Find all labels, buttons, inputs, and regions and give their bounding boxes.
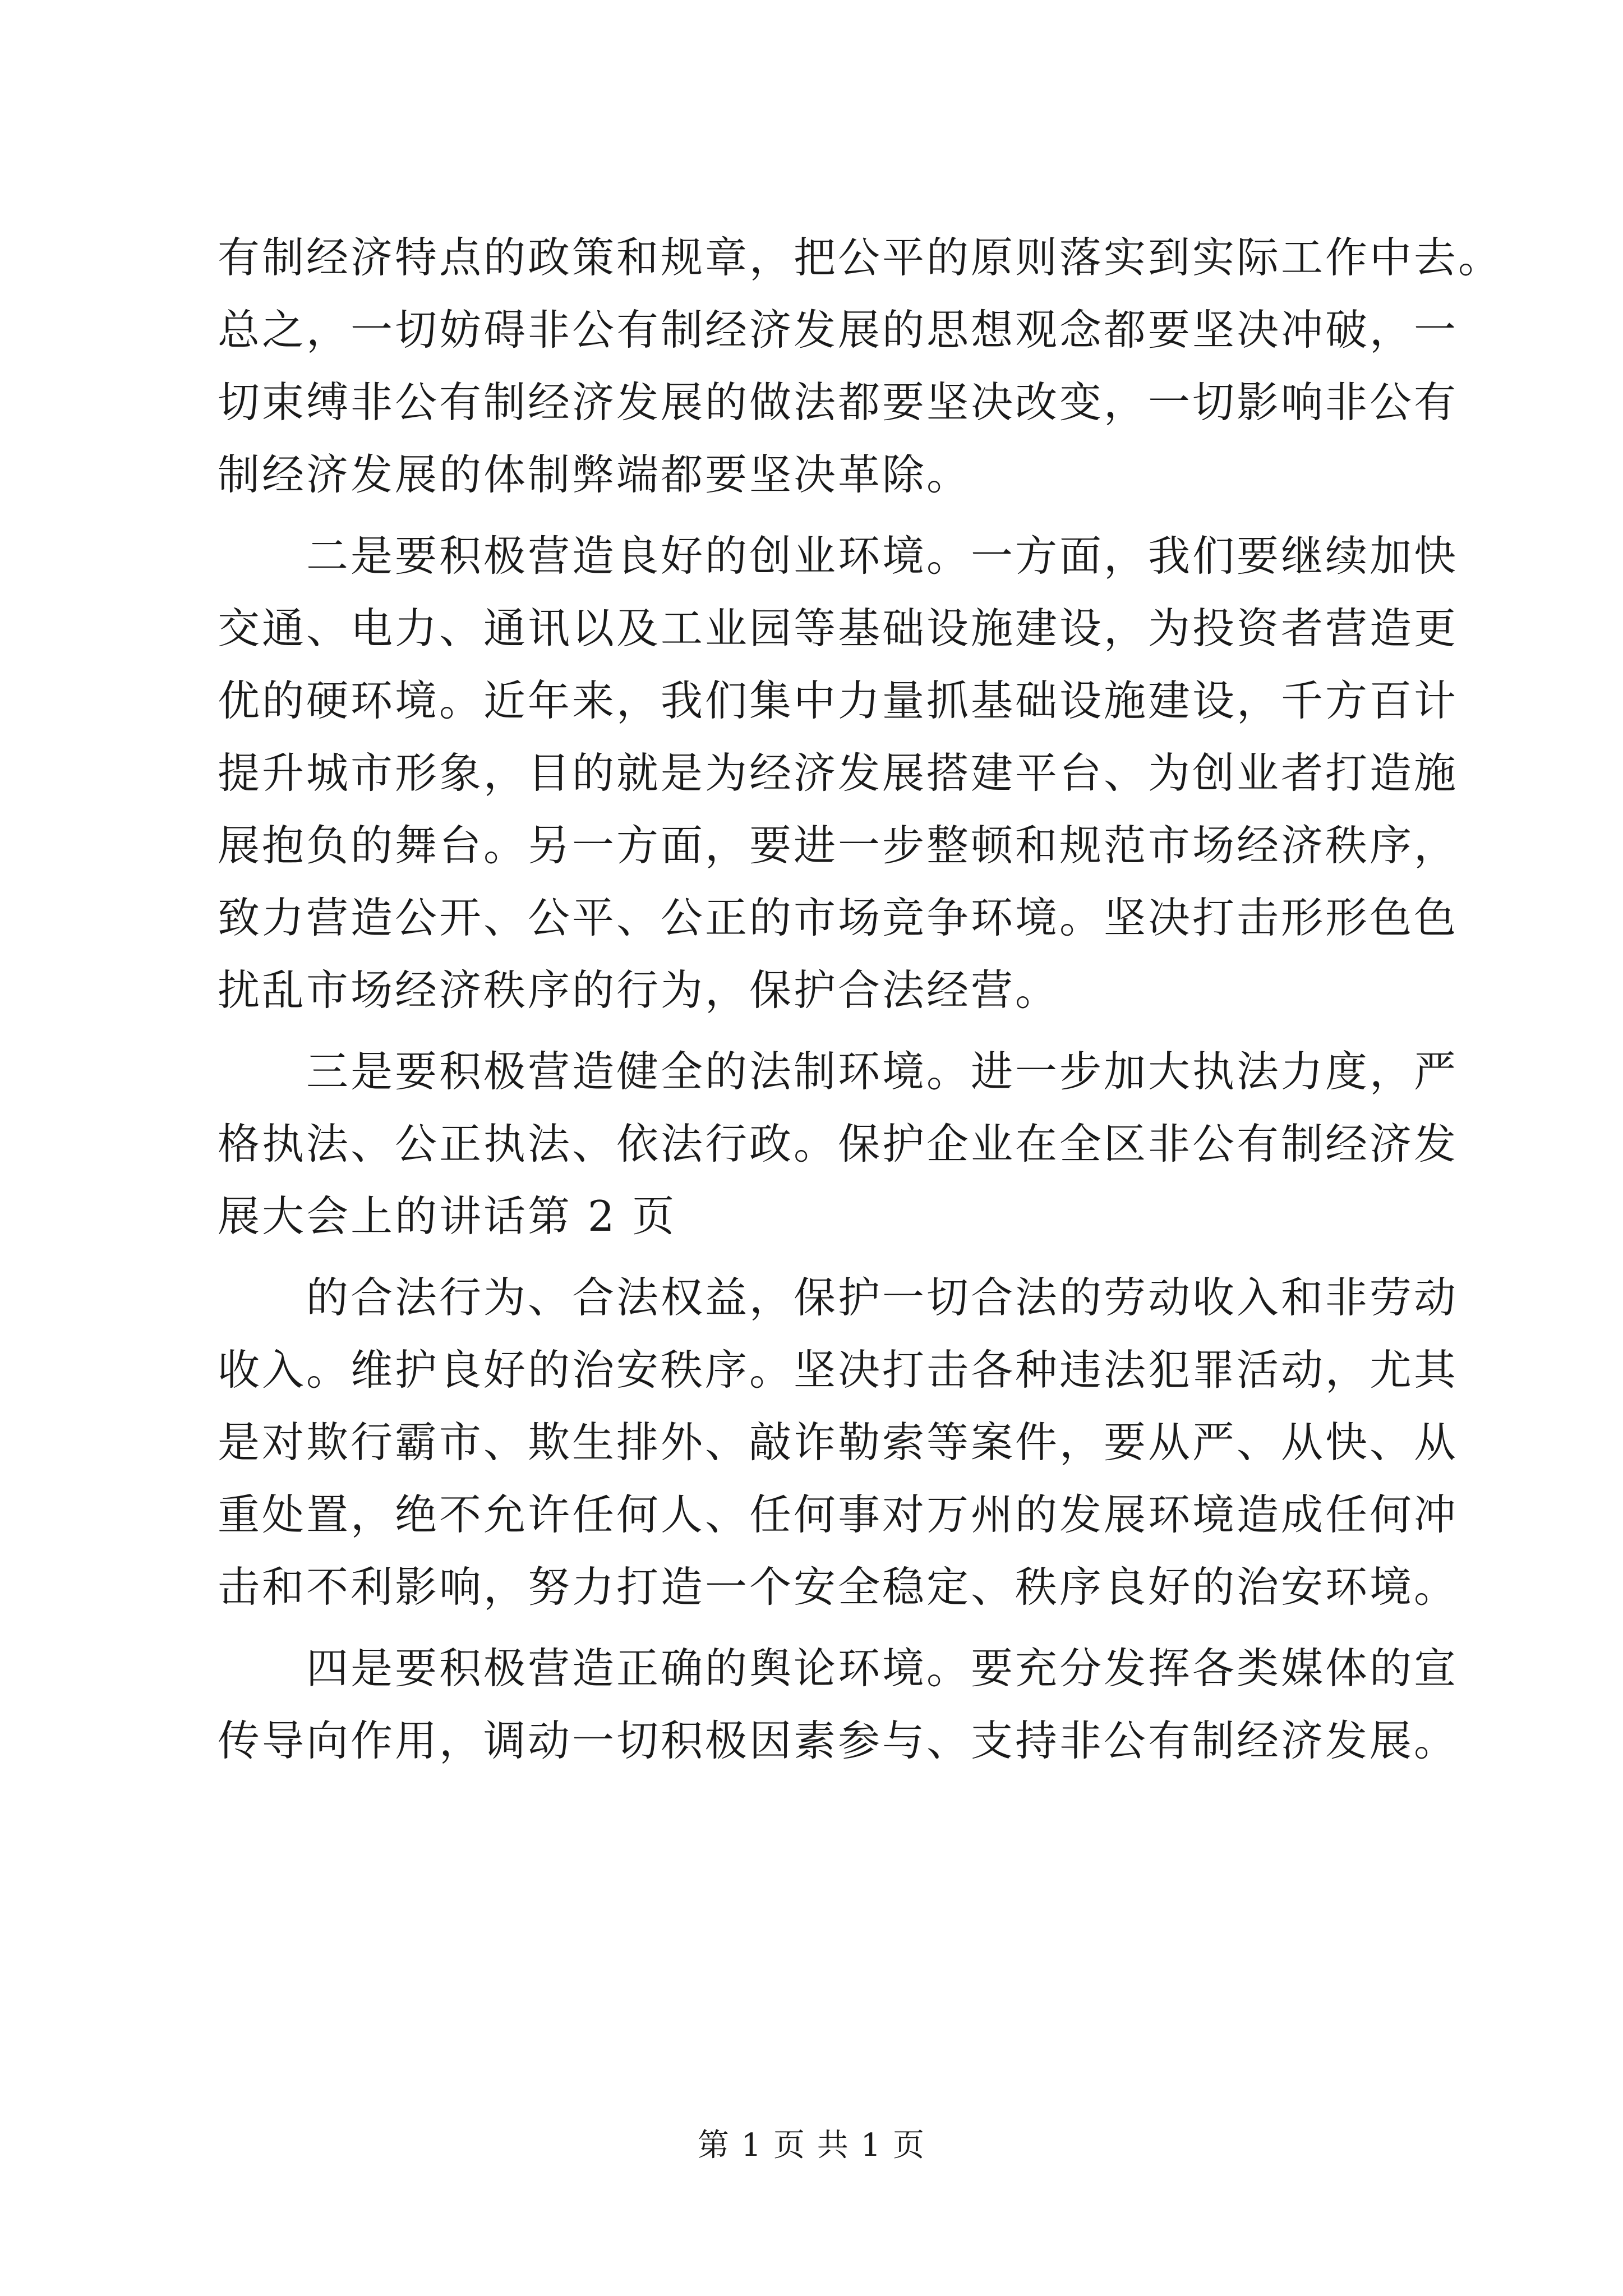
text-line: 致力营造公开、公平、公正的市场竞争环境。坚决打击形形色色: [218, 893, 1459, 942]
text-line: 展抱负的舞台。另一方面，要进一步整顿和规范市场经济秩序，: [218, 821, 1459, 870]
page-footer: 第 1 页 共 1 页: [697, 2127, 926, 2164]
text-line: 的合法行为、合法权益，保护一切合法的劳动收入和非劳动: [218, 1273, 1459, 1322]
text-line: 是对欺行霸市、欺生排外、敲诈勒索等案件，要从严、从快、从: [218, 1418, 1459, 1467]
paragraph-2: [218, 520, 1459, 1027]
text-line: 击和不利影响，努力打造一个安全稳定、秩序良好的治安环境。: [218, 1562, 1459, 1612]
text-line: 总之，一切妨碍非公有制经济发展的思想观念都要坚决冲破，一: [218, 305, 1459, 355]
text-line: 展大会上的讲话第 2 页: [218, 1191, 677, 1241]
text-line: 四是要积极营造正确的舆论环境。要充分发挥各类媒体的宣: [218, 1644, 1459, 1693]
text-line: 有制经济特点的政策和规章，把公平的原则落实到实际工作中去。: [218, 233, 1503, 282]
text-line: 交通、电力、通讯以及工业园等基础设施建设，为投资者营造更: [218, 604, 1459, 653]
text-line: 格执法、公正执法、依法行政。保护企业在全区非公有制经济发: [218, 1119, 1459, 1168]
text-line: 制经济发展的体制弊端都要坚决革除。: [218, 450, 971, 499]
text-line: 提升城市形象，目的就是为经济发展搭建平台、为创业者打造施: [218, 748, 1459, 798]
paragraph-3: [218, 1036, 1459, 1253]
text-line: 切束缚非公有制经济发展的做法都要坚决改变，一切影响非公有: [218, 378, 1459, 427]
text-line: 传导向作用，调动一切积极因素参与、支持非公有制经济发展。: [218, 1716, 1459, 1765]
paragraph-5: [218, 1632, 1459, 1777]
document-body: [218, 222, 1503, 1777]
text-line: 收入。维护良好的治安秩序。坚决打击各种违法犯罪活动，尤其: [218, 1345, 1459, 1395]
text-line: 二是要积极营造良好的创业环境。一方面，我们要继续加快: [218, 531, 1459, 581]
paragraph-4: [218, 1262, 1459, 1623]
text-line: 扰乱市场经济秩序的行为，保护合法经营。: [218, 965, 1060, 1015]
text-line: 重处置，绝不允许任何人、任何事对万州的发展环境造成任何冲: [218, 1490, 1459, 1539]
paragraph-1: [218, 222, 1503, 511]
text-line: 三是要积极营造健全的法制环境。进一步加大执法力度，严: [218, 1047, 1459, 1096]
text-line: 优的硬环境。近年来，我们集中力量抓基础设施建设，千方百计: [218, 676, 1459, 725]
